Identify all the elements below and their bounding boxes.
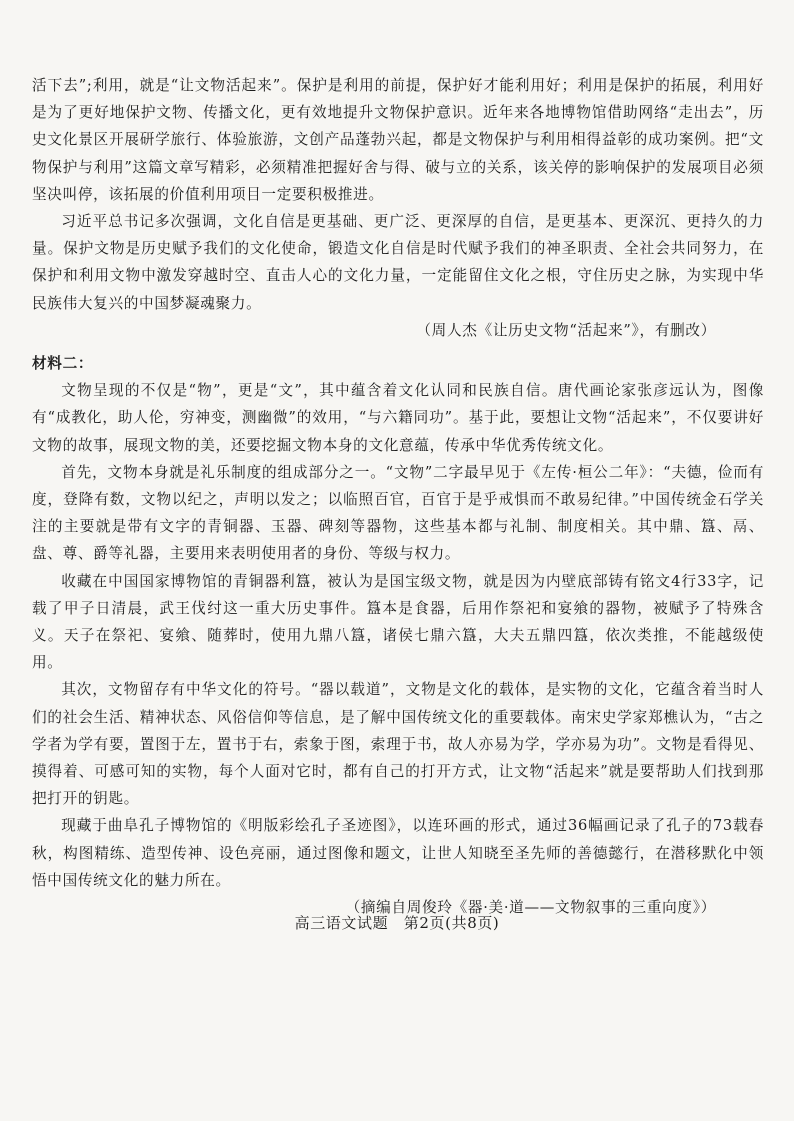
material1-paragraph-2: 习近平总书记多次强调，文化自信是更基础、更广泛、更深厚的自信，是更基本、更深沉、更持久的力量。保护文物是历史赋予我们的文化使命，锻造文化自信是时代赋予我们的神圣职责、全社会共同努力，在保护和利用文物中激发穿越时空、直击人心的文化力量，一定能留住文化之根，守住历史之脉，为实现中华民族伟大复兴的中国梦凝魂聚力。 [32,213,764,312]
page-content [32,72,764,921]
material2-heading: 材料二： [32,355,94,373]
material2-paragraph-1: 文物呈现的不仅是“物”，更是“文”，其中蕴含着文化认同和民族自信。唐代画论家张彦远认为，图像有“成教化，助人伦，穷神变，测幽微”的效用，“与六籍同功”。基于此，要想让文物“活起来”，不仅要讲好文物的故事，展现文物的美，还要挖掘文物本身的文化意蕴，传承中华优秀传统文化。 [32,382,764,454]
material2-source: （摘编自周俊玲《器·美·道——文物叙事的三重向度》） [345,899,716,917]
material2-paragraph-4: 其次，文物留存有中华文化的符号。“器以载道”，文物是文化的载体，是实物的文化，它蕴含着当时人们的社会生活、精神状态、风俗信仰等信息，是了解中国传统文化的重要载体。南宋史学家郑樵认为，“古之学者为学有要，置图于左，置书于右，索象于图，索理于书，故人亦易为学，学亦易为功”。文物是看得见、摸得着、可感可知的实物，每个人面对它时，都有自己的打开方式，让文物“活起来”就是要帮助人们找到那把打开的钥匙。 [32,681,764,808]
material2-paragraph-2: 首先，文物本身就是礼乐制度的组成部分之一。“文物”二字最早见于《左传·桓公二年》：“夫德，俭而有度，登降有数，文物以纪之，声明以发之；以临照百官，百官于是乎戒惧而不敢易纪律。”中国传统金石学关注的主要就是带有文字的青铜器、玉器、碑刻等器物，这些基本都与礼制、制度相关。其中鼎、簋、鬲、盘、尊、爵等礼器，主要用来表明使用者的身份、等级与权力。 [32,463,764,563]
material1-paragraph-1: 活下去”;利用，就是“让文物活起来”。保护是利用的前提，保护好才能利用好；利用是保护的拓展，利用好是为了更好地保护文物、传播文化，更有效地提升文物保护意识。近年来各地博物馆借助网络“走出去”，历史文化景区开展研学旅行、体验旅游，文创产品蓬勃兴起，都是文物保护与利用相得益彰的成功案例。把“文物保护与利用”这篇文章写精彩，必须精准把握好舍与得、破与立的关系，该关停的影响保护的发展项目必须坚决叫停，该拓展的价值利用项目一定要积极推进。 [32,77,764,203]
material1-source: （周人杰《让历史文物“活起来”》，有删改） [416,321,716,339]
material2-paragraph-5: 现藏于曲阜孔子博物馆的《明版彩绘孔子圣迹图》，以连环画的形式，通过36幅画记录了孔子的73载春秋，构图精练、造型传神、设色亮丽，通过图像和题文，让世人知晓至圣先师的善德懿行，在潜移默化中领悟中国传统文化的魅力所在。 [32,817,764,889]
page-footer: 高三语文试题 第2页(共8页) [294,914,500,932]
material2-paragraph-3: 收藏在中国国家博物馆的青铜器利簋，被认为是国宝级文物，就是因为内壁底部铸有铭文4行33字，记载了甲子日清晨，武王伐纣这一重大历史事件。簋本是食器，后用作祭祀和宴飨的器物，被赋予了特殊含义。天子在祭祀、宴飨、随葬时，使用九鼎八簋，诸侯七鼎六簋，大夫五鼎四簋，依次类推，不能越级使用。 [32,572,764,672]
